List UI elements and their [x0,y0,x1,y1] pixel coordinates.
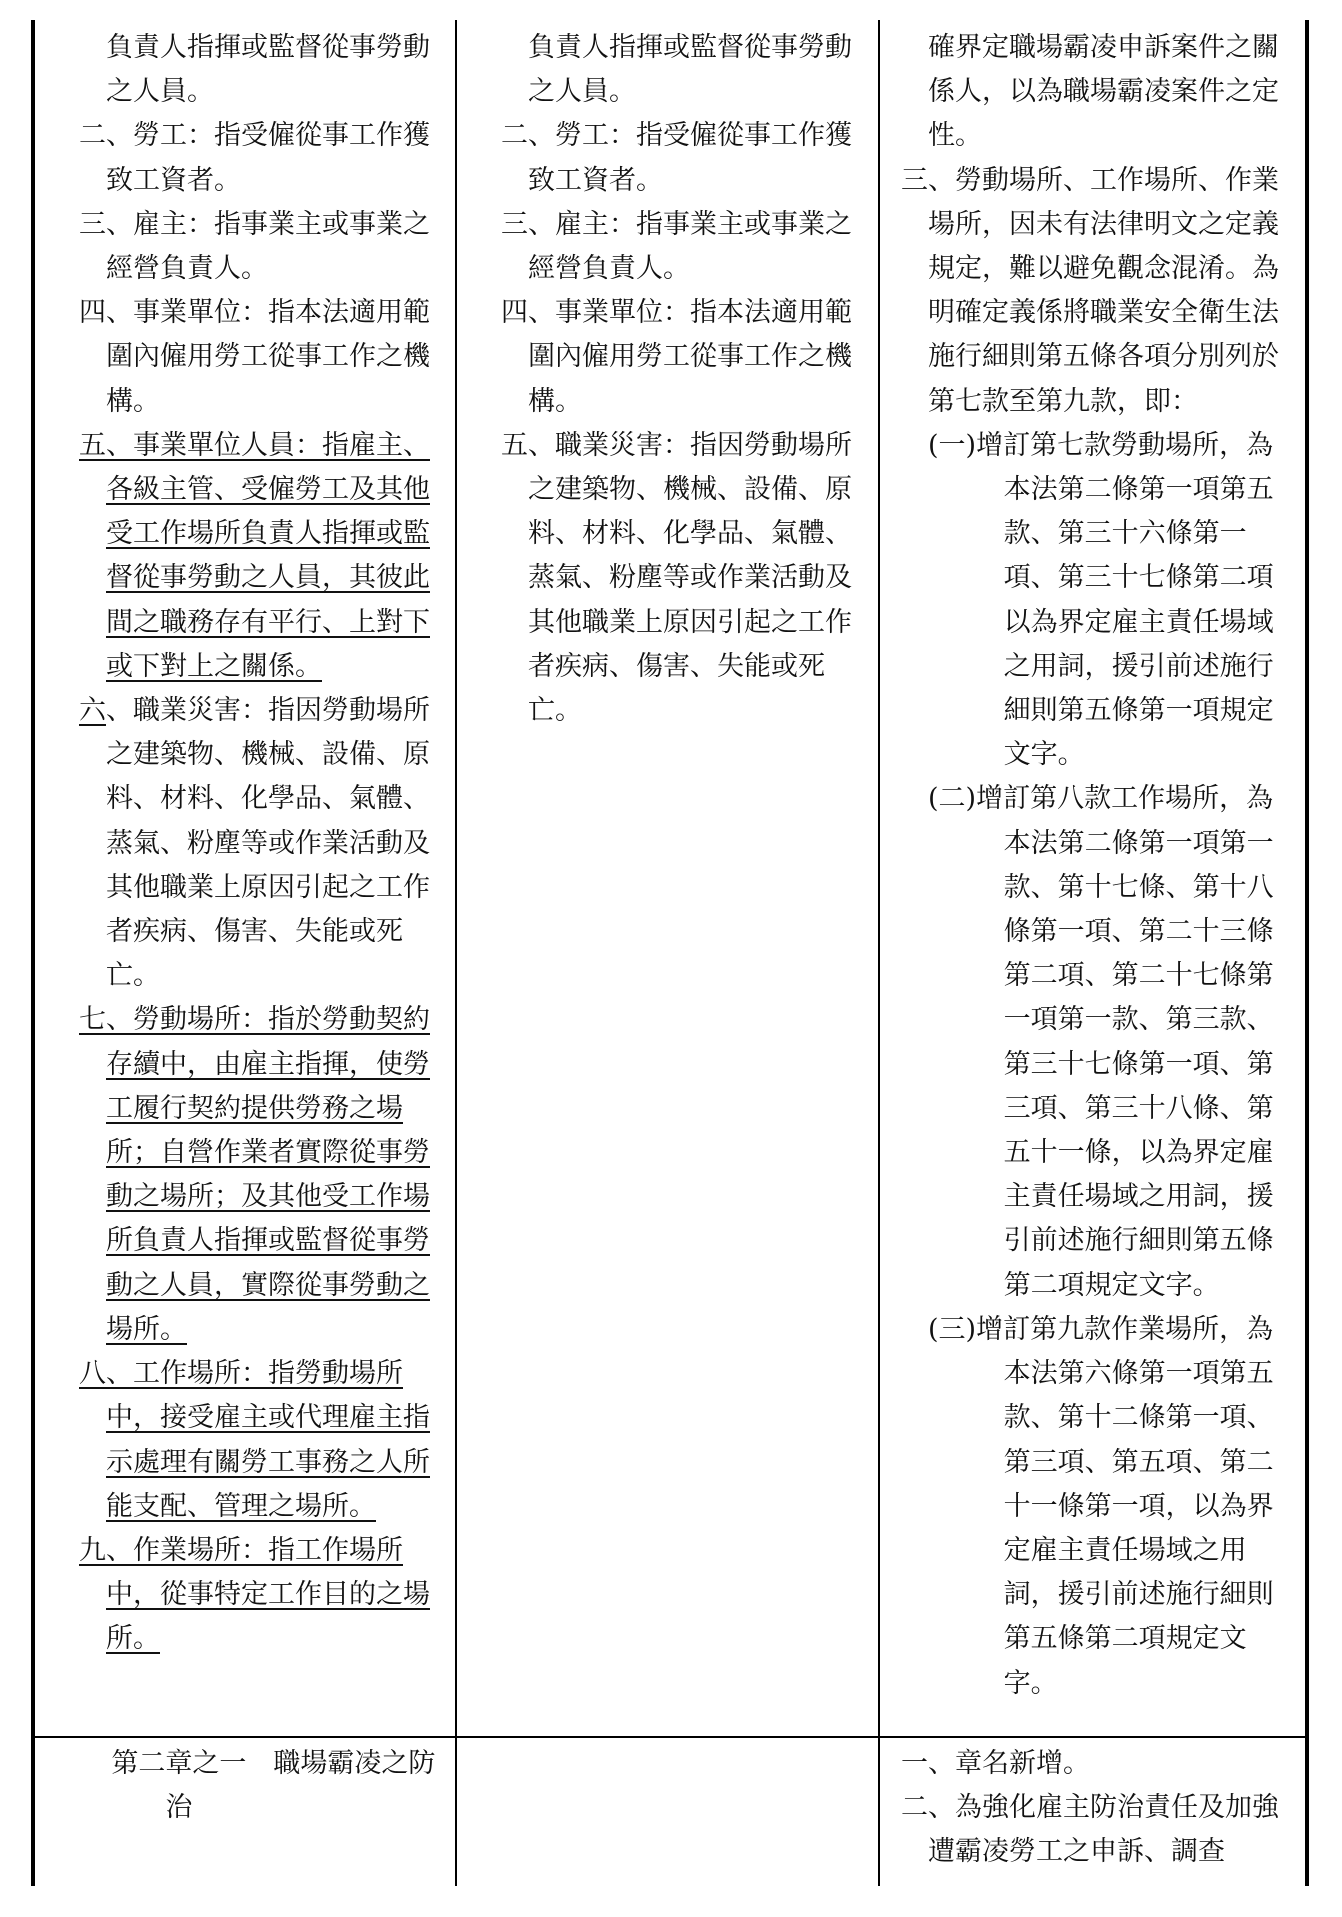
left-item-7: 七、勞動場所：指於勞動契約存續中，由雇主指揮，使勞工履行契約提供勞務之場所；自營作業者實際從事勞動之場所；及其他受工作場所負責人指揮或監督從事勞動之人員，實際從事勞動之場所。 [79,1004,430,1345]
right-column-bottom [901,1742,1293,1875]
row-divider [31,1736,1309,1738]
left-item-continuation: 負責人指揮或監督從事勞動之人員。 [106,32,430,108]
right-bottom-item-2: 二、為強化雇主防治責任及加強遭霸凌勞工之申訴、調查 [901,1792,1279,1868]
right-continuation: 確界定職場霸凌申訴案件之關係人，以為職場霸凌案件之定性。 [928,32,1279,152]
middle-item-4: 四、事業單位：指本法適用範圍內僱用勞工從事工作之機構。 [501,297,852,417]
column-divider-1 [455,20,457,1886]
middle-item-2: 二、勞工：指受僱從事工作獲致工資者。 [501,120,852,196]
right-bottom-item-1: 一、章名新增。 [901,1748,1090,1779]
right-subitem-3: (三)增訂第九款作業場所，為本法第六條第一項第五款、第十二條第一項、第三項、第五項、第二十一條第一項，以為界定雇主責任場域之用詞，援引前述施行細則第五條第二項規定文字。 [928,1313,1274,1699]
right-column-top [901,26,1293,1706]
column-divider-2 [878,20,880,1886]
left-item-6-text: 、職業災害：指因勞動場所之建築物、機械、設備、原料、材料、化學品、氣體、蒸氣、粉塵等或作業活動及其他職業上原因引起之工作者疾病、傷害、失能或死亡。 [106,695,430,992]
left-item-6-prefix: 六 [79,695,106,727]
left-column-bottom [79,1742,439,1830]
right-subitem-1: (一)增訂第七款勞動場所，為本法第二條第一項第五款、第三十六條第一項、第三十七條第二項以為界定雇主責任場域之用詞，援引前述施行細則第五條第一項規定文字。 [928,429,1274,771]
right-item-3: 三、勞動場所、工作場所、作業場所，因未有法律明文之定義規定，難以避免觀念混淆。為明確定義係將職業安全衛生法施行細則第五條各項分別列於第七款至第九款，即： [901,164,1279,417]
right-subitems [901,424,1293,1706]
right-subitem-2: (二)增訂第八款工作場所，為本法第二條第一項第一款、第十七條、第十八條第一項、第二十三條第二項、第二十七條第一項第一款、第三款、第三十七條第一項、第三項、第三十八條、第五十一條，以為界定雇主責任場域之用詞，援引前述施行細則第五條第二項規定文字。 [928,783,1274,1301]
left-item-8: 八、工作場所：指勞動場所中，接受雇主或代理雇主指示處理有關勞工事務之人所能支配、管理之場所。 [79,1358,430,1522]
left-item-3: 三、雇主：指事業主或事業之經營負責人。 [79,208,430,285]
middle-item-continuation: 負責人指揮或監督從事勞動之人員。 [528,32,852,108]
left-item-2: 二、勞工：指受僱從事工作獲致工資者。 [79,120,430,196]
chapter-title: 第二章之一 職場霸凌之防治 [111,1748,436,1824]
middle-item-5: 五、職業災害：指因勞動場所之建築物、機械、設備、原料、材料、化學品、氣體、蒸氣、粉塵等或作業活動及其他職業上原因引起之工作者疾病、傷害、失能或死亡。 [501,429,852,727]
left-item-9: 九、作業場所：指工作場所中，從事特定工作目的之場所。 [79,1534,430,1655]
table-right-border [1305,20,1309,1886]
comparison-table [31,20,1309,1886]
middle-column-top [501,26,861,733]
left-item-5: 五、事業單位人員：指雇主、各級主管、受僱勞工及其他受工作場所負責人指揮或監督從事勞動之人員，其彼此間之職務存有平行、上對下或下對上之關係。 [79,429,430,682]
middle-item-3: 三、雇主：指事業主或事業之經營負責人。 [501,208,852,285]
left-item-4: 四、事業單位：指本法適用範圍內僱用勞工從事工作之機構。 [79,297,430,417]
table-left-border [31,20,35,1886]
left-column-top [79,26,439,1662]
left-item-6 [79,689,439,998]
